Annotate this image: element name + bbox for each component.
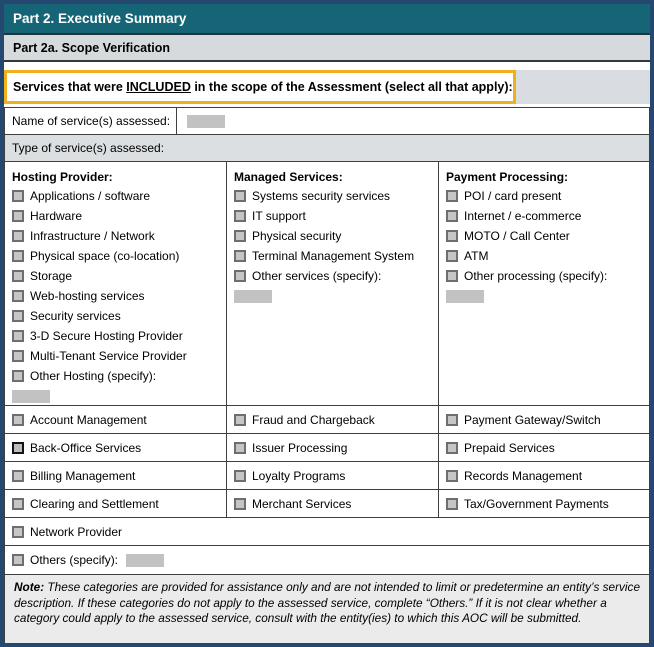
checkbox-label: ATM [464, 249, 489, 263]
part2a-title: Part 2a. Scope Verification [13, 40, 171, 55]
checkbox-label: Back-Office Services [30, 440, 142, 455]
checkbox-icon[interactable] [234, 414, 246, 426]
checkbox-label: Hardware [30, 209, 83, 223]
part2-header [4, 4, 650, 33]
checkbox-item-account-management[interactable] [5, 406, 227, 433]
checkbox-icon-highlighted[interactable] [12, 442, 24, 454]
checkbox-item-poi-card-present[interactable] [446, 186, 649, 206]
checkbox-item-physical-security[interactable] [234, 226, 438, 246]
part2-title: Part 2. Executive Summary [13, 11, 187, 26]
checkbox-item-physical-space[interactable] [12, 246, 226, 266]
note-text-block [14, 580, 640, 645]
checkbox-label: Systems security services [252, 189, 391, 203]
checkbox-label: IT support [252, 209, 306, 223]
checkbox-label: Storage [30, 269, 73, 283]
redacted-specify-box[interactable] [126, 554, 164, 567]
service-categories-row [5, 162, 649, 406]
checkbox-item-web-hosting-services[interactable] [12, 286, 226, 306]
redacted-specify-box[interactable] [446, 290, 484, 303]
services-grid-row-3 [5, 462, 649, 490]
checkbox-icon[interactable] [12, 190, 24, 202]
checkbox-item-moto-call-center[interactable] [446, 226, 649, 246]
checkbox-label: Multi-Tenant Service Provider [30, 349, 187, 363]
scope-included-highlight-box [4, 70, 516, 104]
checkbox-icon[interactable] [12, 250, 24, 262]
payment-processing-title: Payment Processing: [446, 169, 569, 184]
hosting-provider-title: Hosting Provider: [12, 169, 113, 184]
checkbox-item-tax-government-payments[interactable] [439, 490, 649, 517]
checkbox-icon[interactable] [234, 498, 246, 510]
checkbox-item-storage[interactable] [12, 266, 226, 286]
scope-included-banner-row [4, 70, 650, 104]
checkbox-label: Other Hosting (specify): [30, 369, 157, 383]
checkbox-label: Payment Gateway/Switch [464, 412, 601, 427]
checkbox-item-billing-management[interactable] [5, 462, 227, 489]
checkbox-label: Physical space (co-location) [30, 249, 180, 263]
checkbox-icon[interactable] [446, 270, 458, 282]
checkbox-icon[interactable] [234, 190, 246, 202]
checkbox-icon[interactable] [446, 442, 458, 454]
name-of-service-row [5, 108, 649, 135]
checkbox-icon[interactable] [234, 270, 246, 282]
checkbox-icon[interactable] [12, 210, 24, 222]
checkbox-label: Account Management [30, 412, 147, 427]
checkbox-item-3d-secure-hosting[interactable] [12, 326, 226, 346]
checkbox-item-applications-software[interactable] [12, 186, 226, 206]
checkbox-label: Prepaid Services [464, 440, 555, 455]
checkbox-label: POI / card present [464, 189, 562, 203]
managed-services-title: Managed Services: [234, 169, 343, 184]
checkbox-label: Physical security [252, 229, 342, 243]
scope-included-text [13, 80, 513, 94]
checkbox-icon[interactable] [12, 350, 24, 362]
checkbox-item-other-processing[interactable] [446, 266, 649, 286]
checkbox-item-network-provider[interactable] [5, 518, 649, 546]
part2a-header [4, 33, 650, 62]
checkbox-icon[interactable] [234, 210, 246, 222]
checkbox-icon[interactable] [446, 190, 458, 202]
checkbox-item-loyalty-programs[interactable] [227, 462, 439, 489]
name-of-service-label: Name of service(s) assessed: [5, 108, 177, 134]
checkbox-icon[interactable] [12, 526, 24, 538]
checkbox-icon[interactable] [446, 470, 458, 482]
checkbox-label: 3-D Secure Hosting Provider [30, 329, 183, 343]
checkbox-label: Web-hosting services [30, 289, 145, 303]
checkbox-label: Fraud and Chargeback [252, 412, 375, 427]
type-of-service-label: Type of service(s) assessed: [12, 141, 165, 155]
checkbox-icon[interactable] [12, 330, 24, 342]
payment-processing-column [439, 162, 649, 405]
redacted-specify-box[interactable] [234, 290, 272, 303]
checkbox-icon[interactable] [446, 414, 458, 426]
checkbox-item-other-services[interactable] [234, 266, 438, 286]
checkbox-label: MOTO / Call Center [464, 229, 570, 243]
checkbox-item-issuer-processing[interactable] [227, 434, 439, 461]
services-grid-row-2 [5, 434, 649, 462]
checkbox-icon[interactable] [446, 230, 458, 242]
checkbox-item-others-specify[interactable] [5, 546, 649, 575]
checkbox-label: Clearing and Settlement [30, 496, 159, 511]
checkbox-item-hardware[interactable] [12, 206, 226, 226]
checkbox-label: Billing Management [30, 468, 136, 483]
checkbox-label: Security services [30, 309, 121, 323]
checkbox-icon[interactable] [234, 250, 246, 262]
checkbox-item-it-support[interactable] [234, 206, 438, 226]
checkbox-label: Network Provider [30, 524, 123, 539]
checkbox-item-merchant-services[interactable] [227, 490, 439, 517]
note-body: These categories are provided for assistance only and are not intended to limit or predetermine an entity’s service description. If these categories do not apply to the assessed service, complete “Others.” If it is not clear whether a category could apply to the assessed service, consult with the entity(ies) to which this AOC will be submitted. [14, 580, 641, 625]
checkbox-icon[interactable] [234, 442, 246, 454]
checkbox-label: Other services (specify): [252, 269, 382, 283]
spacer [4, 62, 650, 70]
checkbox-label: Merchant Services [252, 496, 352, 511]
checkbox-icon[interactable] [234, 230, 246, 242]
checkbox-label: Tax/Government Payments [464, 496, 609, 511]
checkbox-icon[interactable] [12, 270, 24, 282]
checkbox-icon[interactable] [12, 414, 24, 426]
banner-prefix: Services that were [13, 80, 127, 94]
checkbox-item-back-office-services[interactable] [5, 434, 227, 461]
checkbox-icon[interactable] [446, 250, 458, 262]
checkbox-item-security-services[interactable] [12, 306, 226, 326]
scope-table [4, 107, 650, 645]
services-grid-row-4 [5, 490, 649, 518]
services-grid-row-1 [5, 406, 649, 434]
checkbox-label: Issuer Processing [252, 440, 348, 455]
name-of-service-value-cell[interactable] [177, 108, 649, 134]
checkbox-item-fraud-and-chargeback[interactable] [227, 406, 439, 433]
checkbox-label: Records Management [464, 468, 583, 483]
checkbox-label: Others (specify): [30, 553, 119, 567]
checkbox-icon[interactable] [446, 498, 458, 510]
checkbox-icon[interactable] [12, 290, 24, 302]
checkbox-icon[interactable] [12, 230, 24, 242]
checkbox-icon[interactable] [12, 554, 24, 566]
redacted-value-box[interactable] [187, 115, 225, 128]
checkbox-label: Loyalty Programs [252, 468, 346, 483]
checkbox-label: Other processing (specify): [464, 269, 608, 283]
checkbox-icon[interactable] [12, 498, 24, 510]
checkbox-item-multi-tenant-provider[interactable] [12, 346, 226, 366]
checkbox-label: Applications / software [30, 189, 151, 203]
checkbox-item-payment-gateway-switch[interactable] [439, 406, 649, 433]
checkbox-item-clearing-and-settlement[interactable] [5, 490, 227, 517]
checkbox-item-infrastructure-network[interactable] [12, 226, 226, 246]
checkbox-icon[interactable] [446, 210, 458, 222]
note-label: Note: [14, 580, 45, 594]
checkbox-item-terminal-management-system[interactable] [234, 246, 438, 266]
checkbox-icon[interactable] [234, 470, 246, 482]
banner-underlined-word: INCLUDED [126, 80, 191, 94]
checkbox-label: Terminal Management System [252, 249, 415, 263]
checkbox-label: Infrastructure / Network [30, 229, 155, 243]
checkbox-icon[interactable] [12, 370, 24, 382]
note-section [5, 575, 649, 645]
checkbox-item-internet-ecommerce[interactable] [446, 206, 649, 226]
hosting-provider-column [5, 162, 227, 405]
checkbox-item-other-hosting[interactable] [12, 366, 226, 386]
checkbox-icon[interactable] [12, 470, 24, 482]
checkbox-icon[interactable] [12, 310, 24, 322]
checkbox-item-prepaid-services[interactable] [439, 434, 649, 461]
checkbox-item-atm[interactable] [446, 246, 649, 266]
type-of-service-row [5, 135, 649, 162]
managed-services-column [227, 162, 439, 405]
checkbox-item-systems-security-services[interactable] [234, 186, 438, 206]
checkbox-item-records-management[interactable] [439, 462, 649, 489]
banner-suffix: in the scope of the Assessment (select all that apply): [190, 80, 513, 94]
redacted-specify-box[interactable] [12, 390, 50, 403]
checkbox-label: Internet / e-commerce [464, 209, 582, 223]
